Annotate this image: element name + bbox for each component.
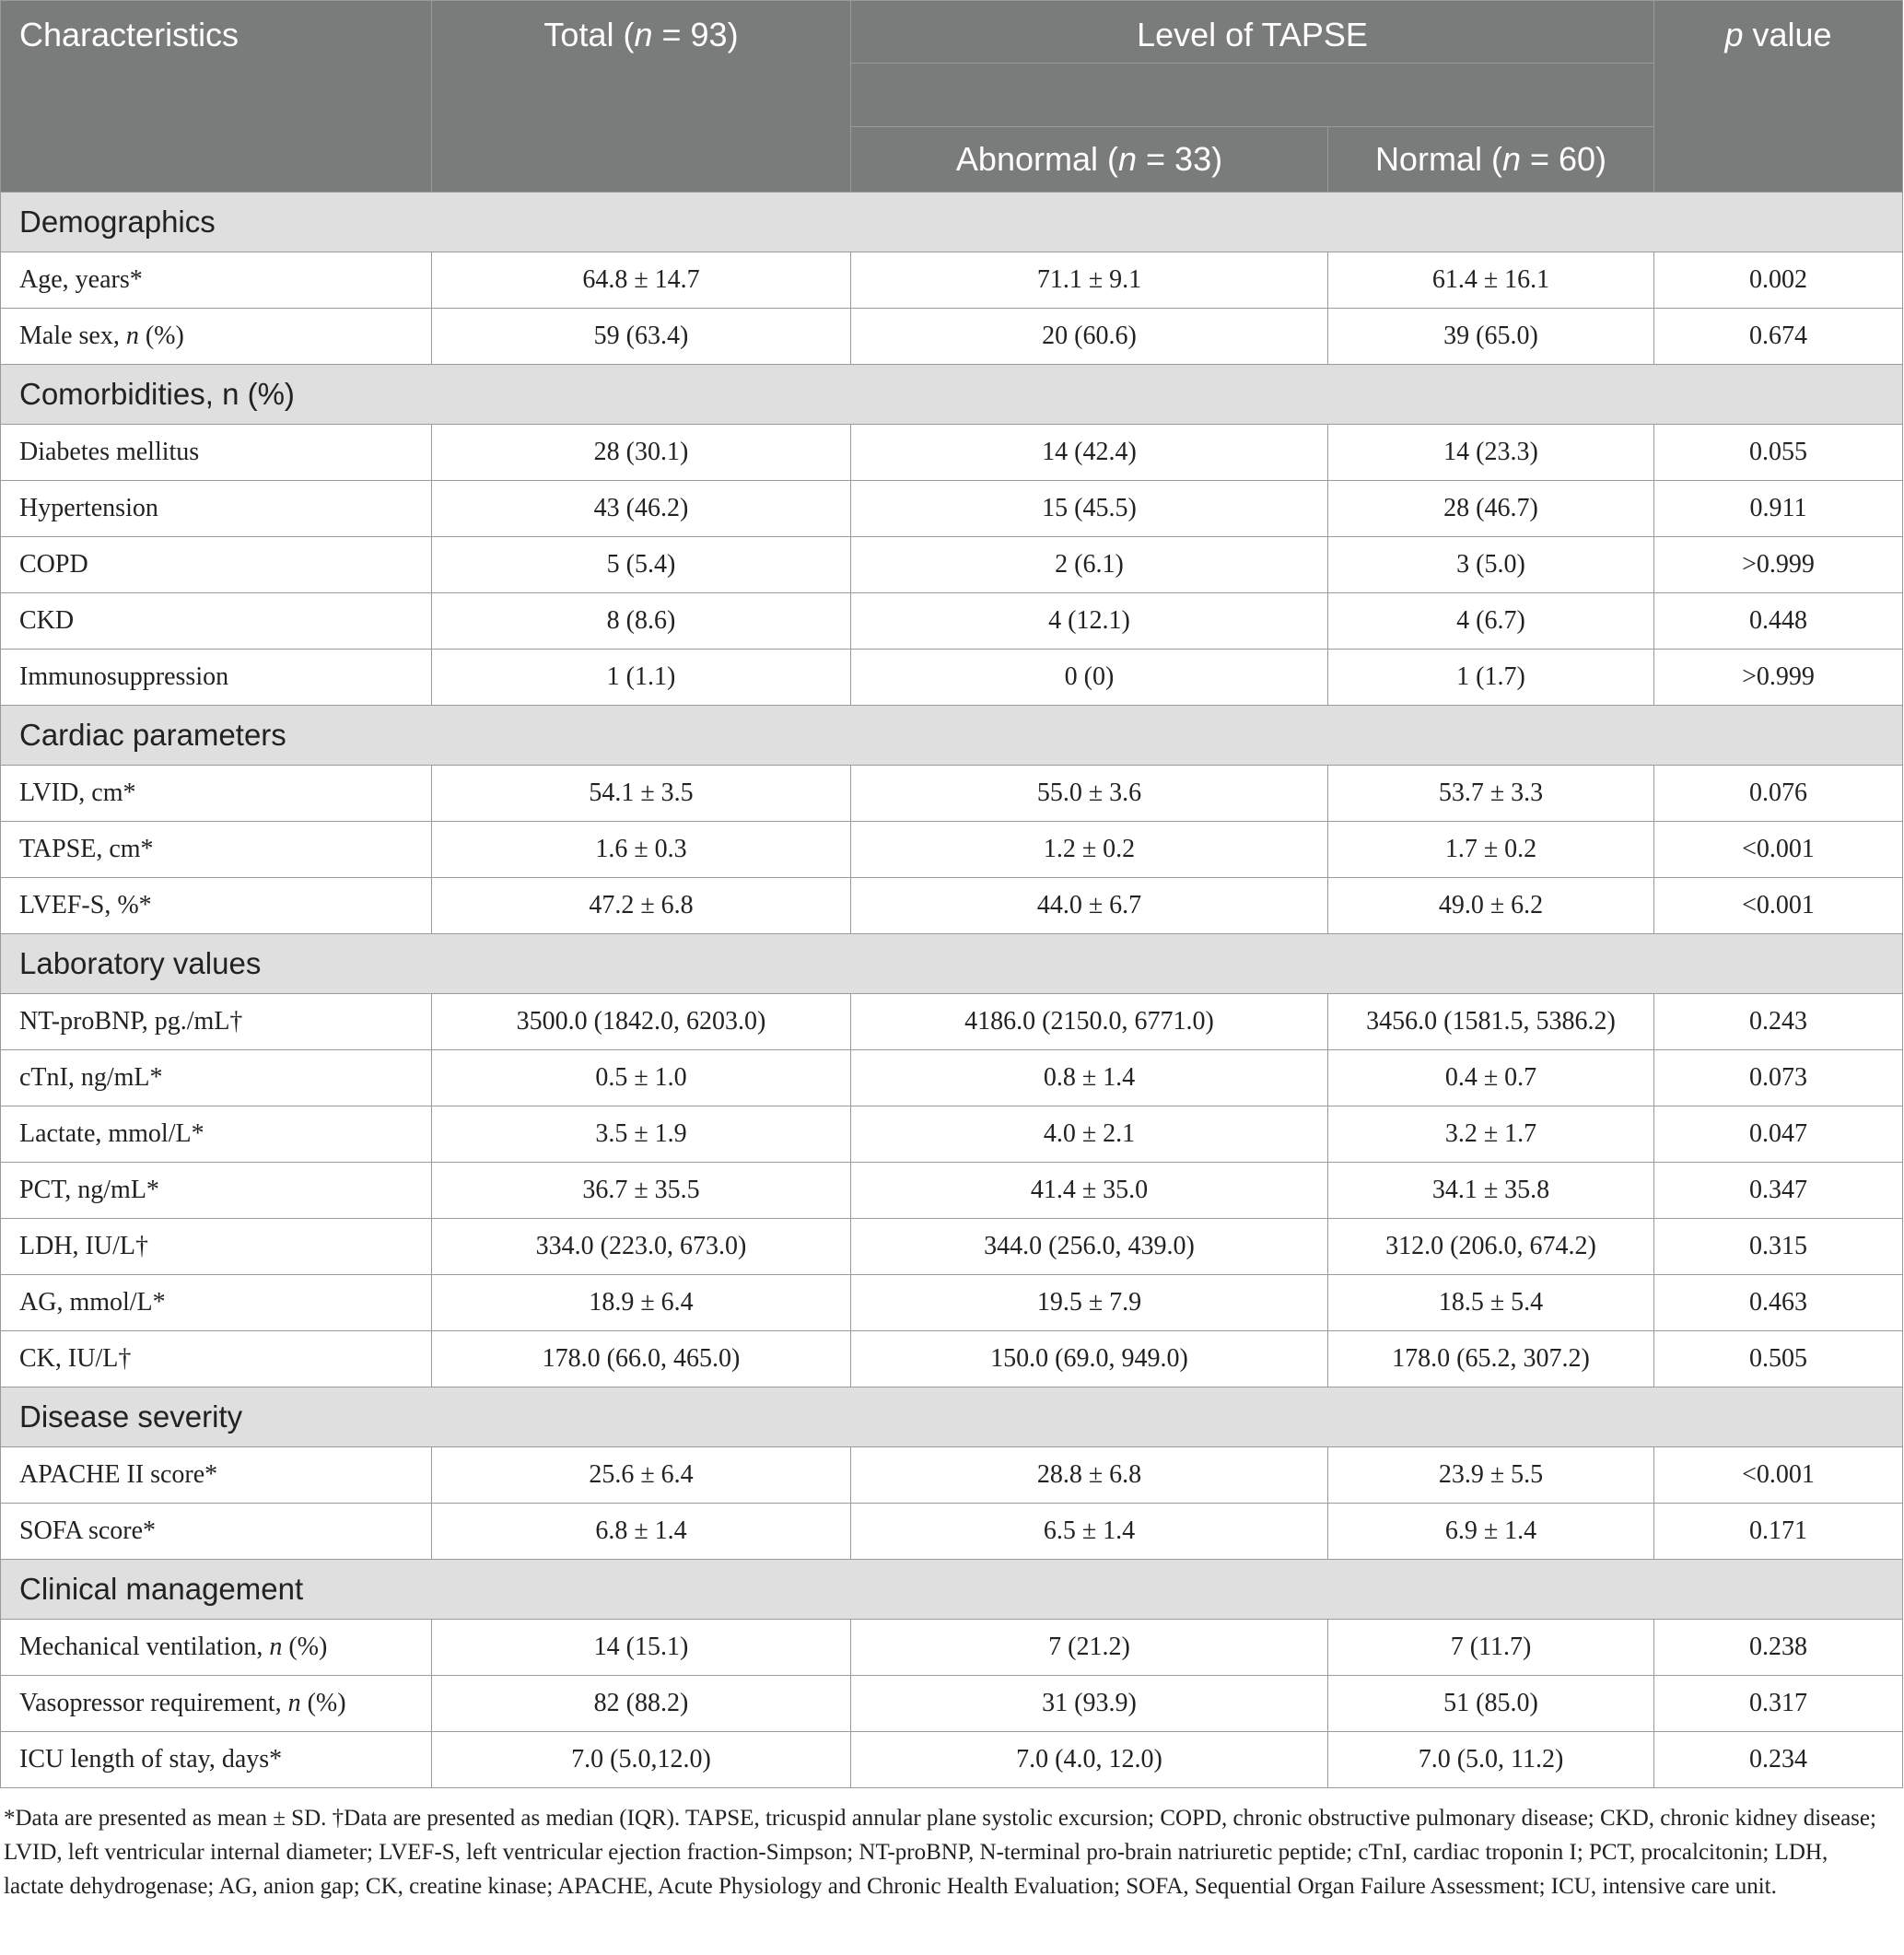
row-label	[1, 822, 432, 878]
cell-abnormal: 14 (42.4)	[851, 425, 1328, 481]
row-label-text: LDH, IU/L†	[19, 1232, 148, 1260]
row-label	[1, 481, 432, 537]
cell-p-value: 0.317	[1654, 1676, 1903, 1732]
cell-normal: 14 (23.3)	[1328, 425, 1654, 481]
row-label-text: PCT, ng/mL*	[19, 1176, 159, 1204]
cell-total: 28 (30.1)	[432, 425, 851, 481]
cell-p-value: <0.001	[1654, 822, 1903, 878]
row-label	[1, 1447, 432, 1504]
header-total-n: n	[634, 16, 653, 53]
row-label	[1, 593, 432, 650]
section-title: Clinical management	[1, 1560, 1903, 1620]
row-label-text: CKD	[19, 606, 75, 635]
row-label	[1, 1050, 432, 1106]
cell-p-value: 0.171	[1654, 1504, 1903, 1560]
section-title: Disease severity	[1, 1387, 1903, 1447]
cell-normal: 7.0 (5.0, 11.2)	[1328, 1732, 1654, 1788]
cell-p-value: <0.001	[1654, 1447, 1903, 1504]
row-label-suffix: (%)	[300, 1689, 346, 1717]
cell-total: 14 (15.1)	[432, 1620, 851, 1676]
cell-total: 64.8 ± 14.7	[432, 252, 851, 309]
row-label-text: AG, mmol/L*	[19, 1288, 166, 1317]
table-row	[1, 994, 1903, 1050]
header-p-suffix: value	[1743, 16, 1832, 53]
header-normal-prefix: Normal (	[1374, 140, 1502, 178]
row-label	[1, 1275, 432, 1331]
cell-normal: 4 (6.7)	[1328, 593, 1654, 650]
cell-total: 54.1 ± 3.5	[432, 766, 851, 822]
table-row	[1, 1732, 1903, 1788]
cell-abnormal: 0.8 ± 1.4	[851, 1050, 1328, 1106]
cell-normal: 53.7 ± 3.3	[1328, 766, 1654, 822]
cell-abnormal: 7 (21.2)	[851, 1620, 1328, 1676]
row-label	[1, 309, 432, 365]
cell-p-value: 0.055	[1654, 425, 1903, 481]
header-group	[851, 1, 1654, 64]
section-title: Cardiac parameters	[1, 706, 1903, 766]
row-label-italic: n	[125, 322, 139, 350]
cell-abnormal: 344.0 (256.0, 439.0)	[851, 1219, 1328, 1275]
table-row	[1, 1275, 1903, 1331]
cell-normal: 3.2 ± 1.7	[1328, 1106, 1654, 1163]
cell-normal: 0.4 ± 0.7	[1328, 1050, 1654, 1106]
table-row	[1, 650, 1903, 706]
cell-abnormal: 44.0 ± 6.7	[851, 878, 1328, 934]
row-label-text: APACHE II score*	[19, 1460, 218, 1489]
header-abnormal-suffix: = 33)	[1137, 140, 1223, 178]
header-normal-suffix: = 60)	[1520, 140, 1607, 178]
cell-normal: 3 (5.0)	[1328, 537, 1654, 593]
cell-total: 36.7 ± 35.5	[432, 1163, 851, 1219]
row-label-text: SOFA score*	[19, 1516, 157, 1545]
cell-p-value: <0.001	[1654, 878, 1903, 934]
table-footnote: *Data are presented as mean ± SD. †Data are presented as median (IQR). TAPSE, tricuspid annular plane systolic excursion; COPD, chronic obstructive pulmonary disease; CKD, chronic kidney disease; LVID, left ventricular internal diameter; LVEF-S, left ventricular ejection fraction-Simpson; NT-proBNP, N-terminal pro-brain natriuretic peptide; cTnI, cardiac troponin I; PCT, procalcitonin; LDH, lactate dehydrogenase; AG, anion gap; CK, creatine kinase; APACHE, Acute Physiology and Chronic Health Evaluation; SOFA, Sequential Organ Failure Assessment; ICU, intensive care unit.	[4, 1806, 1876, 1899]
cell-abnormal: 4186.0 (2150.0, 6771.0)	[851, 994, 1328, 1050]
section-row	[1, 706, 1903, 766]
table-row	[1, 822, 1903, 878]
section-row	[1, 934, 1903, 994]
cell-p-value: 0.243	[1654, 994, 1903, 1050]
cell-total: 43 (46.2)	[432, 481, 851, 537]
section-row	[1, 1560, 1903, 1620]
cell-p-value: 0.505	[1654, 1331, 1903, 1387]
row-label	[1, 1732, 432, 1788]
header-p-italic: p	[1724, 16, 1744, 53]
row-label-text: Immunosuppression	[19, 662, 229, 691]
cell-p-value: 0.002	[1654, 252, 1903, 309]
cell-normal: 51 (85.0)	[1328, 1676, 1654, 1732]
cell-p-value: 0.674	[1654, 309, 1903, 365]
row-label-text: LVEF-S, %*	[19, 891, 152, 919]
row-label	[1, 650, 432, 706]
row-label-text: NT-proBNP, pg./mL†	[19, 1007, 243, 1036]
cell-p-value: 0.234	[1654, 1732, 1903, 1788]
cell-p-value: 0.448	[1654, 593, 1903, 650]
cell-normal: 7 (11.7)	[1328, 1620, 1654, 1676]
cell-normal: 23.9 ± 5.5	[1328, 1447, 1654, 1504]
cell-abnormal: 4.0 ± 2.1	[851, 1106, 1328, 1163]
table-row	[1, 1676, 1903, 1732]
row-label-text: Mechanical ventilation,	[19, 1633, 270, 1661]
row-label-text: cTnI, ng/mL*	[19, 1063, 163, 1092]
cell-total: 59 (63.4)	[432, 309, 851, 365]
cell-normal: 39 (65.0)	[1328, 309, 1654, 365]
table-row	[1, 1106, 1903, 1163]
cell-total: 1.6 ± 0.3	[432, 822, 851, 878]
cell-abnormal: 6.5 ± 1.4	[851, 1504, 1328, 1560]
cell-abnormal: 31 (93.9)	[851, 1676, 1328, 1732]
row-label-suffix: (%)	[138, 322, 184, 350]
cell-p-value: 0.463	[1654, 1275, 1903, 1331]
table-row	[1, 878, 1903, 934]
row-label-text: Lactate, mmol/L*	[19, 1119, 204, 1148]
row-label	[1, 1163, 432, 1219]
table-row	[1, 309, 1903, 365]
cell-total: 178.0 (66.0, 465.0)	[432, 1331, 851, 1387]
cell-total: 3.5 ± 1.9	[432, 1106, 851, 1163]
cell-abnormal: 19.5 ± 7.9	[851, 1275, 1328, 1331]
row-label	[1, 766, 432, 822]
cell-abnormal: 4 (12.1)	[851, 593, 1328, 650]
cell-total: 6.8 ± 1.4	[432, 1504, 851, 1560]
table-row	[1, 766, 1903, 822]
table-row	[1, 481, 1903, 537]
cell-normal: 1 (1.7)	[1328, 650, 1654, 706]
header-p-value	[1654, 1, 1903, 193]
cell-total: 7.0 (5.0,12.0)	[432, 1732, 851, 1788]
cell-total: 5 (5.4)	[432, 537, 851, 593]
table-row	[1, 1620, 1903, 1676]
row-label	[1, 252, 432, 309]
row-label	[1, 425, 432, 481]
cell-p-value: 0.347	[1654, 1163, 1903, 1219]
cell-p-value: 0.047	[1654, 1106, 1903, 1163]
cell-total: 334.0 (223.0, 673.0)	[432, 1219, 851, 1275]
cell-total: 1 (1.1)	[432, 650, 851, 706]
cell-normal: 312.0 (206.0, 674.2)	[1328, 1219, 1654, 1275]
row-label-suffix: (%)	[282, 1633, 328, 1661]
cell-normal: 61.4 ± 16.1	[1328, 252, 1654, 309]
row-label-italic: n	[287, 1689, 301, 1717]
cell-total: 25.6 ± 6.4	[432, 1447, 851, 1504]
cell-abnormal: 2 (6.1)	[851, 537, 1328, 593]
cell-abnormal: 15 (45.5)	[851, 481, 1328, 537]
row-label	[1, 1331, 432, 1387]
cell-p-value: >0.999	[1654, 650, 1903, 706]
header-total-prefix: Total (	[543, 16, 635, 53]
cell-abnormal: 28.8 ± 6.8	[851, 1447, 1328, 1504]
row-label	[1, 1676, 432, 1732]
cell-normal: 3456.0 (1581.5, 5386.2)	[1328, 994, 1654, 1050]
row-label-text: Diabetes mellitus	[19, 438, 200, 466]
header-normal-n: n	[1501, 140, 1521, 178]
row-label	[1, 1219, 432, 1275]
cell-abnormal: 71.1 ± 9.1	[851, 252, 1328, 309]
row-label-text: COPD	[19, 550, 88, 579]
header-normal	[1328, 127, 1654, 193]
row-label-text: Vasopressor requirement,	[19, 1689, 288, 1717]
header-group-spacer	[851, 64, 1654, 127]
cell-total: 18.9 ± 6.4	[432, 1275, 851, 1331]
header-characteristics	[1, 1, 432, 193]
table-row	[1, 1331, 1903, 1387]
header-total-suffix: = 93)	[652, 16, 739, 53]
row-label-italic: n	[269, 1633, 283, 1661]
table-row	[1, 537, 1903, 593]
cell-abnormal: 150.0 (69.0, 949.0)	[851, 1331, 1328, 1387]
row-label-text: CK, IU/L†	[19, 1344, 132, 1373]
row-label-text: LVID, cm*	[19, 778, 136, 807]
header-characteristics-text: Characteristics	[19, 16, 239, 53]
table-body	[1, 193, 1903, 1788]
table-row	[1, 593, 1903, 650]
row-label-text: Hypertension	[19, 494, 158, 522]
cell-p-value: >0.999	[1654, 537, 1903, 593]
cell-abnormal: 0 (0)	[851, 650, 1328, 706]
table-row	[1, 1504, 1903, 1560]
cell-normal: 1.7 ± 0.2	[1328, 822, 1654, 878]
table-header	[1, 1, 1903, 193]
section-row	[1, 193, 1903, 252]
header-abnormal-n: n	[1117, 140, 1138, 178]
section-row	[1, 365, 1903, 425]
cell-p-value: 0.911	[1654, 481, 1903, 537]
row-label	[1, 878, 432, 934]
header-total	[432, 1, 851, 193]
row-label	[1, 1106, 432, 1163]
section-title: Demographics	[1, 193, 1903, 252]
table-row	[1, 1447, 1903, 1504]
cell-total: 0.5 ± 1.0	[432, 1050, 851, 1106]
cell-normal: 6.9 ± 1.4	[1328, 1504, 1654, 1560]
cell-abnormal: 20 (60.6)	[851, 309, 1328, 365]
row-label	[1, 1504, 432, 1560]
row-label	[1, 537, 432, 593]
header-abnormal	[851, 127, 1328, 193]
cell-normal: 18.5 ± 5.4	[1328, 1275, 1654, 1331]
section-title: Comorbidities, n (%)	[1, 365, 1903, 425]
row-label-text: Age, years*	[19, 265, 143, 294]
section-title: Laboratory values	[1, 934, 1903, 994]
cell-normal: 34.1 ± 35.8	[1328, 1163, 1654, 1219]
cell-p-value: 0.238	[1654, 1620, 1903, 1676]
section-row	[1, 1387, 1903, 1447]
table-row	[1, 425, 1903, 481]
row-label	[1, 1620, 432, 1676]
cell-normal: 49.0 ± 6.2	[1328, 878, 1654, 934]
cell-abnormal: 55.0 ± 3.6	[851, 766, 1328, 822]
cell-p-value: 0.073	[1654, 1050, 1903, 1106]
cell-total: 47.2 ± 6.8	[432, 878, 851, 934]
cell-total: 8 (8.6)	[432, 593, 851, 650]
cell-normal: 28 (46.7)	[1328, 481, 1654, 537]
header-group-text: Level of TAPSE	[1137, 16, 1368, 53]
cell-total: 82 (88.2)	[432, 1676, 851, 1732]
table-row	[1, 1163, 1903, 1219]
row-label-text: Male sex,	[19, 322, 126, 350]
cell-normal: 178.0 (65.2, 307.2)	[1328, 1331, 1654, 1387]
cell-abnormal: 7.0 (4.0, 12.0)	[851, 1732, 1328, 1788]
row-label	[1, 994, 432, 1050]
cell-total: 3500.0 (1842.0, 6203.0)	[432, 994, 851, 1050]
table-row	[1, 252, 1903, 309]
cell-abnormal: 41.4 ± 35.0	[851, 1163, 1328, 1219]
cell-p-value: 0.315	[1654, 1219, 1903, 1275]
table-row	[1, 1050, 1903, 1106]
row-label-text: ICU length of stay, days*	[19, 1745, 283, 1774]
cell-abnormal: 1.2 ± 0.2	[851, 822, 1328, 878]
row-label-text: TAPSE, cm*	[19, 835, 154, 863]
cell-p-value: 0.076	[1654, 766, 1903, 822]
header-abnormal-prefix: Abnormal (	[955, 140, 1118, 178]
table-row	[1, 1219, 1903, 1275]
